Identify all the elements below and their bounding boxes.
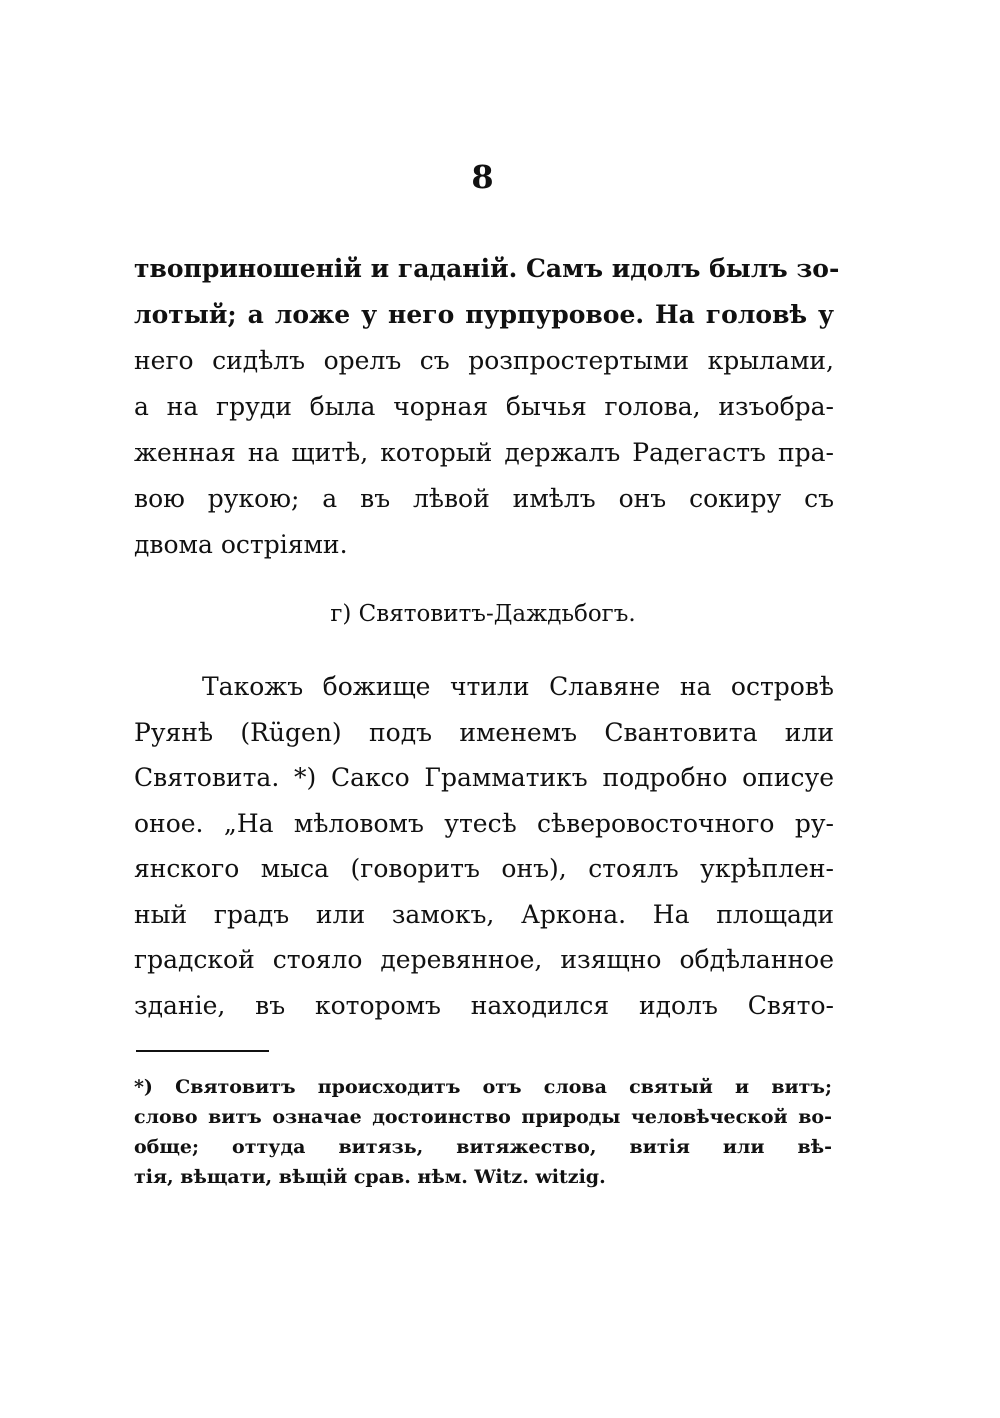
text-line: двома остріями. (134, 530, 348, 559)
text-line: Такожъ божище чтили Славяне на островѣ (202, 672, 834, 701)
text-line: градской стояло деревянное, изящно обдѣланное (134, 945, 834, 974)
text-line: ный градъ или замокъ, Аркона. На площади (134, 899, 834, 929)
text-line: янского мыса (говоритъ онъ), стоялъ укрѣплен- (134, 854, 834, 883)
text-line: лотый; а ложе у него пурпуровое. На головѣ у (134, 300, 834, 329)
text-line: Святовита. *) Саксо Грамматикъ подробно описуе (134, 763, 834, 792)
text-line: зданіе, въ которомъ находился идолъ Свято- (134, 990, 834, 1020)
text-line: оное. „На мѣловомъ утесѣ сѣверовосточного ру- (134, 808, 834, 838)
footnote-line: тія, вѣщати, вѣщій срав. нѣм. Witz. witzig. (134, 1166, 606, 1188)
text-line: твоприношеній и гаданій. Самъ идолъ былъ зо- (134, 254, 840, 283)
footnote-line: *) Святовитъ происходитъ отъ слова святый и витъ; (134, 1076, 832, 1098)
footnote-divider (136, 1050, 269, 1052)
text-line: Руянѣ (Rügen) подъ именемъ Свантовита или (134, 717, 834, 747)
paragraph-radegast-description (134, 246, 840, 568)
footnote-line: обще; оттуда витязь, витяжество, витія или вѣ- (134, 1136, 832, 1158)
footnote-line: слово витъ означае достоинство природы человѣческой во- (134, 1106, 832, 1128)
paragraph-svantovit (134, 664, 834, 1028)
text-line: женная на щитѣ, который держалъ Радегастъ пра- (134, 438, 834, 467)
text-line: а на груди была чорная бычья голова, изъобра- (134, 392, 834, 421)
section-heading: г) Святовитъ-Даждьбогъ. (330, 601, 636, 627)
page-number: 8 (471, 158, 495, 196)
text-line: него сидѣлъ орелъ съ розпростертыми крылами, (134, 346, 834, 375)
footnote (134, 1072, 832, 1192)
text-line: вою рукою; а въ лѣвой имѣлъ онъ сокиру съ (134, 484, 834, 513)
